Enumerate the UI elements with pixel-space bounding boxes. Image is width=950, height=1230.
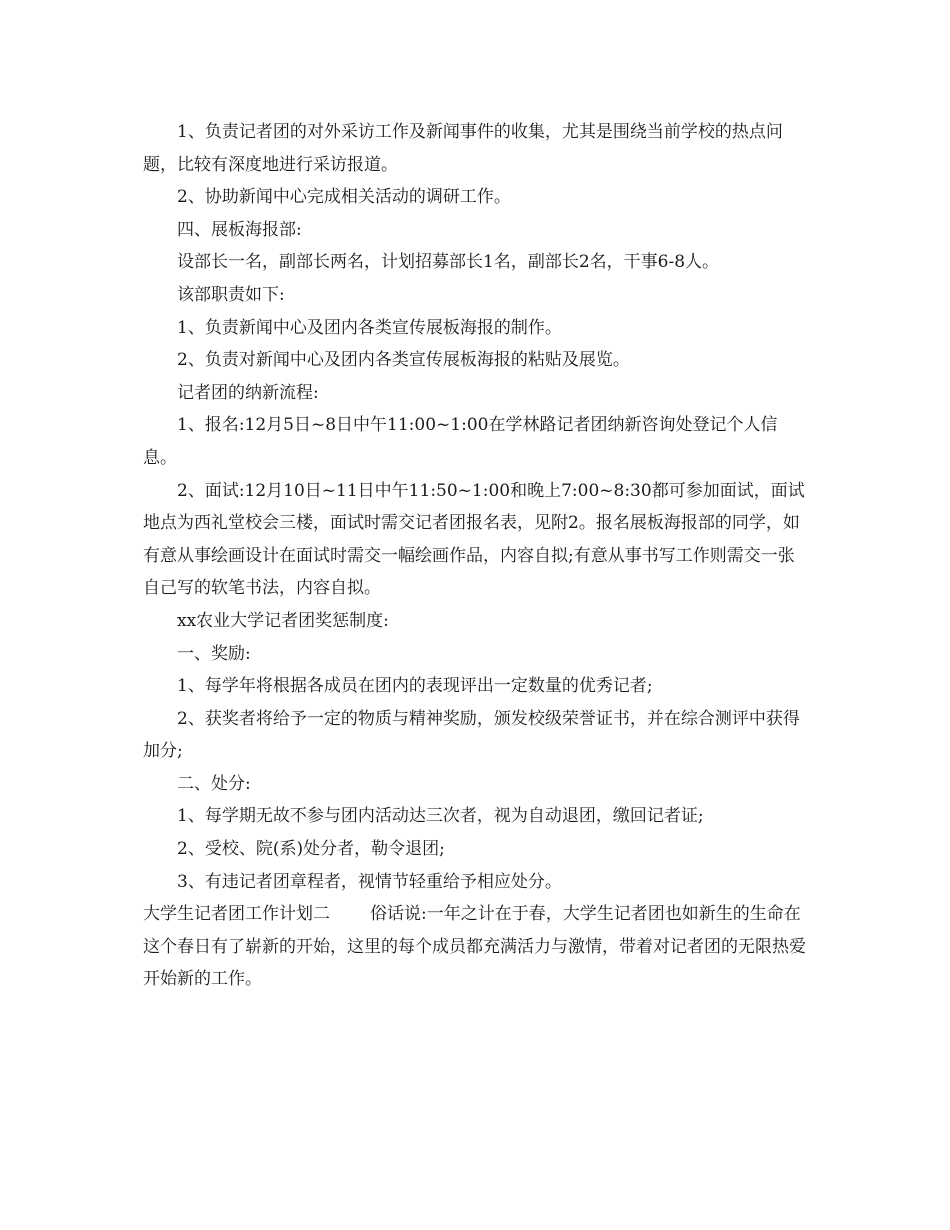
paragraph-interview-duty-2: 2、协助新闻中心完成相关活动的调研工作。 (177, 187, 511, 208)
paragraph-recruit-interview: 2、面试:12月10日~11日中午11:50~1:00和晚上7:00~8:30都可参加面试，面试地点为西礼堂校会三楼，面试时需交记者团报名表，见附2。报名展板海报部的同学，如有意从事绘画设计在面试时需交一幅绘画作品，内容自拟;有意从事书写工作则需交一张自己写的软笔书法，内容自拟。 (143, 480, 805, 599)
paragraph-poster-duty-1: 1、负责新闻中心及团内各类宣传展板海报的制作。 (177, 317, 562, 338)
document-body (143, 116, 809, 996)
section-heading-poster-dept: 四、展板海报部: (177, 219, 302, 240)
paragraph-poster-duties-intro: 该部职责如下: (177, 284, 285, 305)
paragraph-penalty-3: 3、有违记者团章程者，视情节轻重给予相应处分。 (177, 871, 562, 892)
section-heading-recruit-process: 记者团的纳新流程: (177, 382, 319, 403)
paragraph-interview-duty-1: 1、负责记者团的对外采访工作及新闻事件的收集，尤其是围绕当前学校的热点问题，比较有深度地进行采访报道。 (143, 122, 783, 175)
closing-heading: 大学生记者团工作计划二 (143, 904, 330, 925)
subheading-penalties: 二、处分: (177, 773, 251, 794)
paragraph-poster-duty-2: 2、负责对新闻中心及团内各类宣传展板海报的粘贴及展览。 (177, 350, 630, 371)
closing-paragraph (143, 898, 809, 996)
paragraph-penalty-2: 2、受校、院(系)处分者，勒令退团; (177, 839, 445, 860)
paragraph-penalty-1: 1、每学期无故不参与团内活动达三次者，视为自动退团，缴回记者证; (177, 806, 704, 827)
section-heading-rules: xx农业大学记者团奖惩制度: (177, 610, 389, 631)
closing-body: 俗话说:一年之计在于春，大学生记者团也如新生的生命在这个春日有了崭新的开始，这里的每个成员都充满活力与激情，带着对记者团的无限热爱开始新的工作。 (143, 904, 806, 990)
subheading-rewards: 一、奖励: (177, 643, 251, 664)
paragraph-poster-staffing: 设部长一名，副部长两名，计划招募部长1名，副部长2名，干事6-8人。 (177, 252, 720, 273)
paragraph-recruit-signup: 1、报名:12月5日~8日中午11:00~1:00在学林路记者团纳新咨询处登记个人信息。 (143, 415, 778, 468)
paragraph-reward-2: 2、获奖者将给予一定的物质与精神奖励，颁发校级荣誉证书，并在综合测评中获得加分; (143, 708, 800, 762)
paragraph-reward-1: 1、每学年将根据各成员在团内的表现评出一定数量的优秀记者; (177, 676, 653, 697)
